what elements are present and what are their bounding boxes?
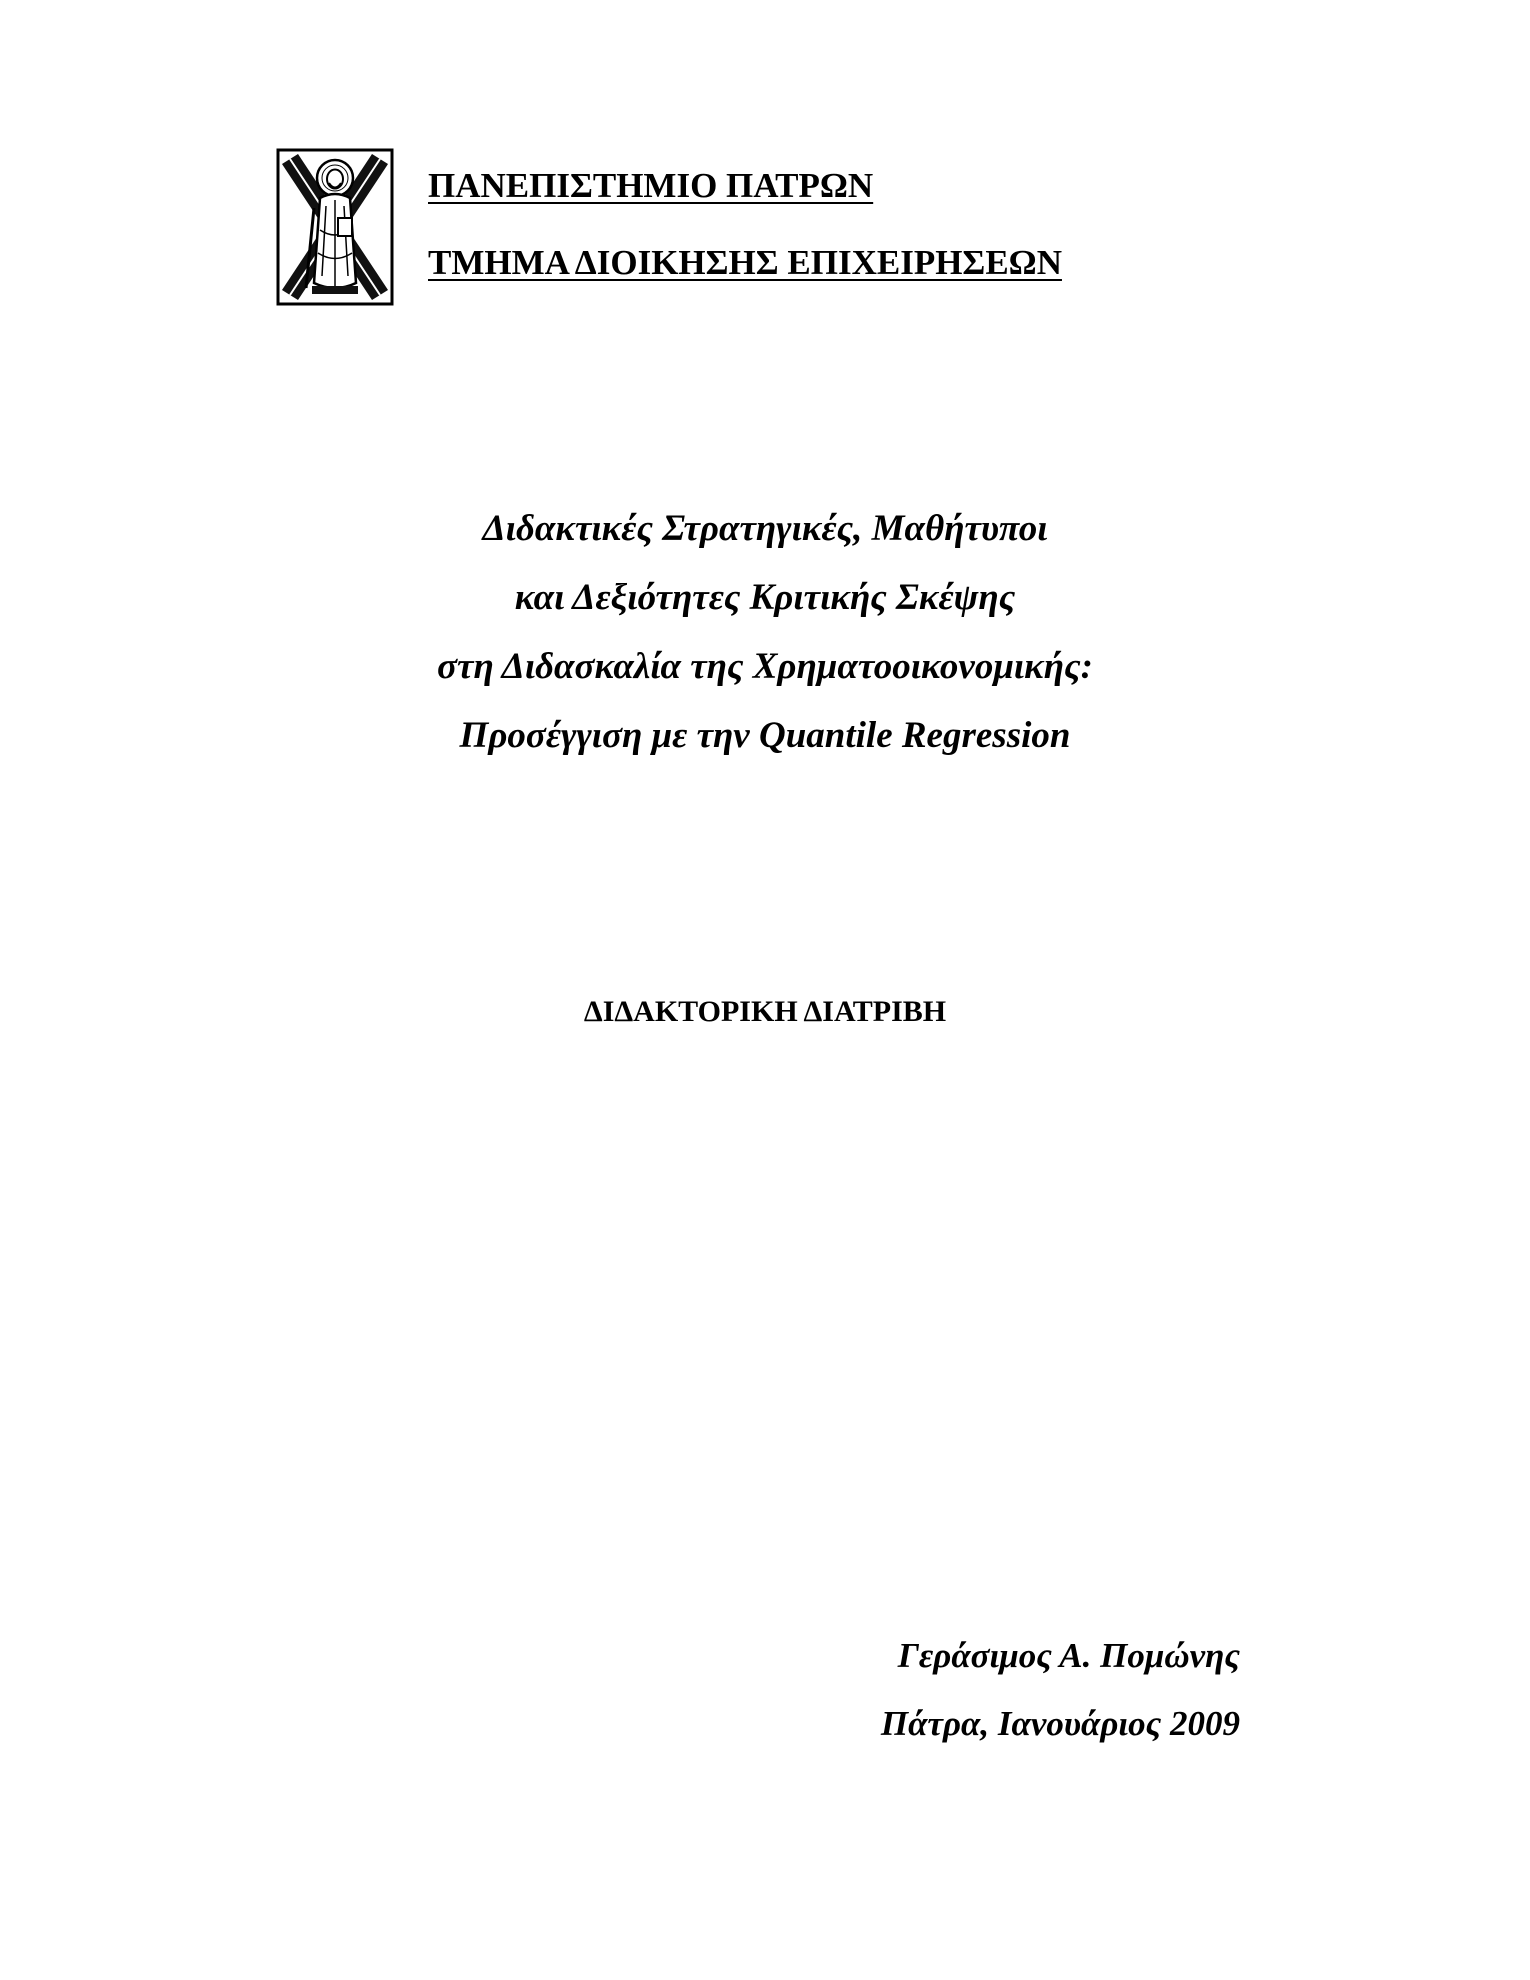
university-seal-icon bbox=[276, 148, 394, 306]
thesis-title bbox=[0, 510, 1530, 786]
university-name: ΠΑΝΕΠΙΣΤΗΜΙΟ ΠΑΤΡΩΝ bbox=[428, 166, 874, 205]
place-date: Πάτρα, Ιανουάριος 2009 bbox=[880, 1704, 1240, 1743]
title-line-1: Διδακτικές Στρατηγικές, Μαθήτυποι bbox=[482, 508, 1048, 549]
author-name: Γεράσιμος Α. Πομώνης bbox=[897, 1636, 1240, 1675]
department-name: ΤΜΗΜΑ ΔΙΟΙΚΗΣΗΣ ΕΠΙΧΕΙΡΗΣΕΩΝ bbox=[428, 243, 1062, 282]
title-line-3: στη Διδασκαλία της Χρηματοοικονομικής: bbox=[437, 646, 1093, 687]
document-type: ΔΙΔΑΚΤΟΡΙΚΗ ΔΙΑΤΡΙΒΗ bbox=[583, 995, 947, 1028]
institution-header bbox=[428, 168, 1062, 280]
author-block bbox=[881, 1638, 1240, 1741]
title-line-4: Προσέγγιση με την Quantile Regression bbox=[459, 715, 1071, 756]
title-line-2: και Δεξιότητες Κριτικής Σκέψης bbox=[514, 577, 1016, 618]
